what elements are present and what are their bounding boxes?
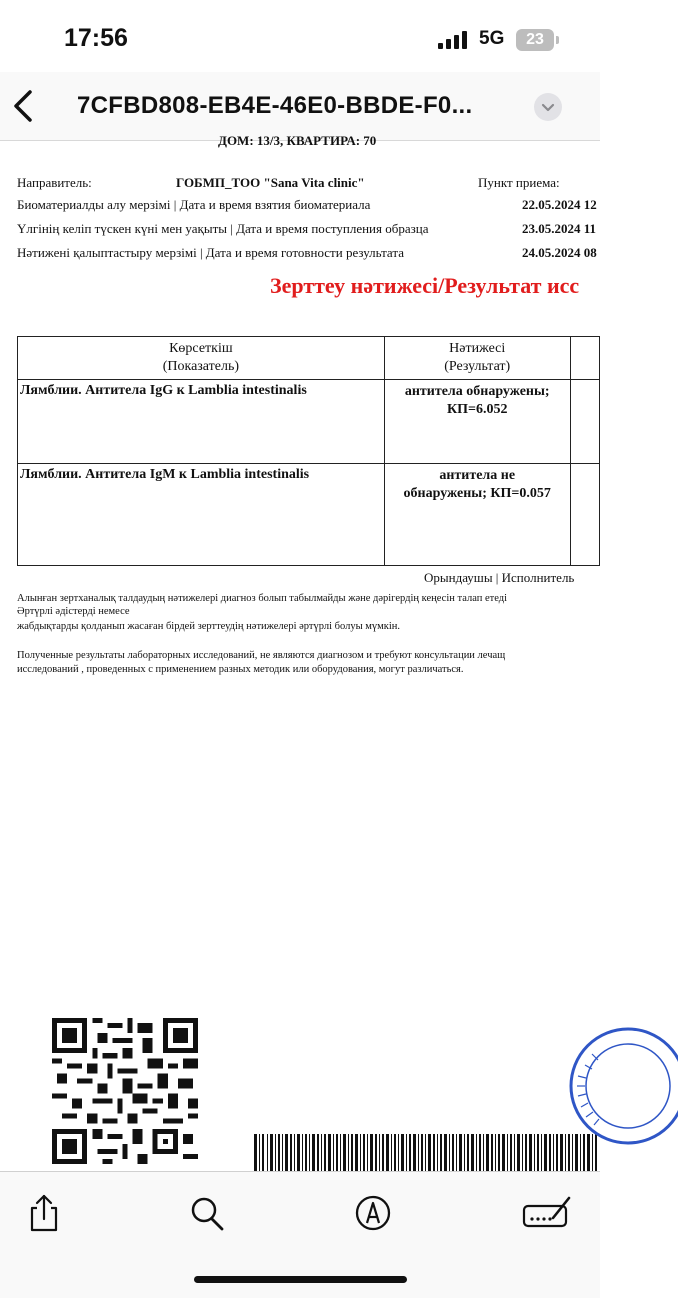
table-header-row — [18, 337, 600, 380]
status-time: 17:56 — [64, 24, 128, 52]
header-result — [384, 337, 570, 380]
row-extra — [570, 380, 599, 464]
result-title: Зерттеу нәтижесі/Результат исс — [270, 273, 580, 298]
chevron-down-icon — [534, 93, 562, 121]
executor-label: Орындаушы | Исполнитель — [424, 570, 575, 585]
row-result — [384, 464, 570, 566]
network-type: 5G — [479, 28, 505, 49]
received-date-label: Үлгінің келіп түскен күні мен уақыты | Дата и время поступления образца — [17, 221, 429, 236]
row-result-line2: обнаружены; КП=0.057 — [403, 486, 551, 501]
nav-bar — [0, 72, 600, 141]
referrer-value: ГОБМП_ТОО "Sana Vita clinic" — [176, 175, 365, 190]
received-date-value: 23.05.2024 11 — [522, 221, 597, 236]
row-extra — [570, 464, 599, 566]
barcode — [254, 1134, 600, 1171]
row-indicator: Лямблии. Антитела IgM к Lamblia intestinalis — [18, 464, 385, 566]
document-title[interactable]: 7CFBD808-EB4E-46E0-BBDE-F0... — [77, 92, 473, 119]
note-line: жабдықтарды қолданып жасаған бірдей зерттеудің нәтижелері әртүрлі болуы мүмкін. — [17, 621, 401, 632]
note-line: Әртүрлі әдістерді немесе — [17, 606, 130, 617]
ready-date-value: 24.05.2024 08 — [522, 245, 597, 260]
document-page[interactable] — [0, 133, 600, 1171]
battery-icon — [516, 29, 560, 51]
clinic-stamp — [568, 1021, 678, 1151]
header-indicator-line2: (Показатель) — [162, 359, 240, 374]
title-menu-button[interactable] — [534, 93, 562, 121]
row-result-line2: КП=6.052 — [446, 402, 508, 417]
row-result-line1: антитела обнаружены; — [404, 384, 550, 399]
battery-level: 23 — [516, 29, 554, 51]
bottom-toolbar — [0, 1171, 600, 1298]
results-table — [17, 336, 600, 566]
markup-icon[interactable] — [353, 1192, 393, 1234]
header-result-line1: Нәтижесі — [449, 341, 506, 356]
row-indicator: Лямблии. Антитела IgG к Lamblia intestinalis — [18, 380, 385, 464]
ready-date-label: Нәтижені қалыптастыру мерзімі | Дата и время готовности результата — [17, 245, 404, 260]
header-indicator-line1: Көрсеткіш — [169, 341, 233, 356]
note-line: Полученные результаты лабораторных исследований, не являются диагнозом и требуют консультации лечащ — [17, 650, 506, 661]
note-line: исследований , проведенных с применением разных методик или оборудования, могут различаться. — [17, 664, 464, 675]
back-chevron-icon[interactable] — [10, 88, 40, 124]
row-result — [384, 380, 570, 464]
referrer-label: Направитель: — [17, 175, 92, 190]
search-icon[interactable] — [187, 1192, 227, 1234]
share-icon[interactable] — [24, 1192, 64, 1234]
pickup-label: Пункт приема: — [478, 175, 560, 190]
header-extra — [570, 337, 599, 380]
qr-code — [52, 1018, 198, 1164]
table-row — [18, 464, 600, 566]
sample-date-value: 22.05.2024 12 — [522, 197, 597, 212]
row-result-line1: антитела не — [439, 468, 516, 483]
note-line: Алынған зертханалық талдаудың нәтижелері диагноз болып табылмайды және дәрігердің кеңесін талап етеді — [17, 593, 507, 604]
header-result-line2: (Результат) — [444, 359, 511, 374]
signature-icon[interactable] — [521, 1192, 573, 1234]
header-indicator — [18, 337, 385, 380]
home-indicator[interactable] — [194, 1276, 407, 1283]
cut-header-line: ДОМ: 13/3, КВАРТИРА: 70 — [218, 133, 377, 148]
status-bar — [0, 0, 600, 72]
cellular-signal-icon — [438, 31, 468, 49]
table-row — [18, 380, 600, 464]
sample-date-label: Биоматериалды алу мерзімі | Дата и время взятия биоматериала — [17, 197, 371, 212]
